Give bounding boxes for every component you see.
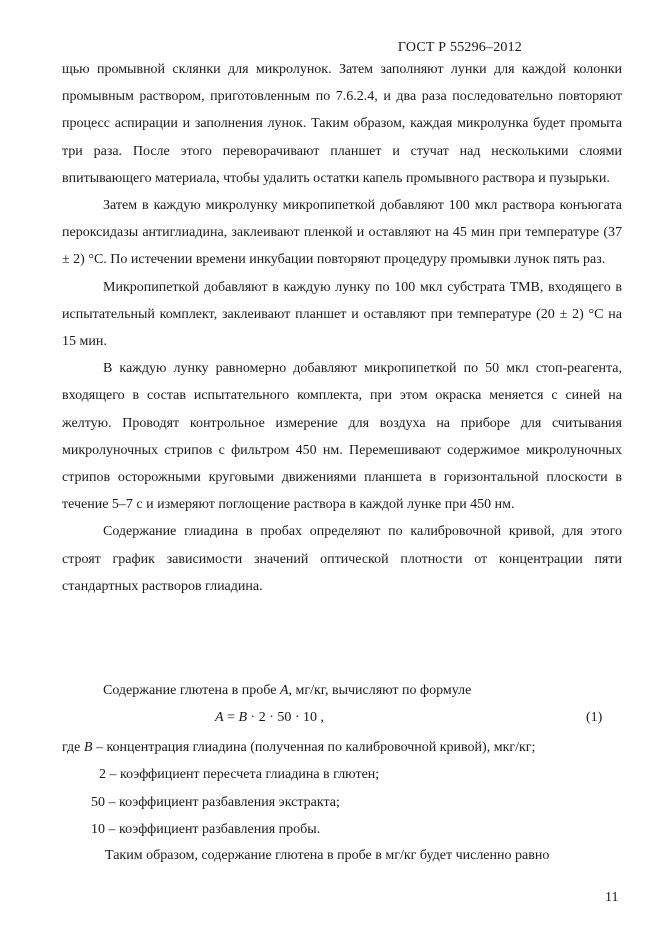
formula-lhs: A [215, 710, 224, 725]
formula-intro-symbol: A [279, 683, 289, 698]
paragraph-calibration: Содержание глиадина в пробах определяют по калибровочной кривой, для этого строят график зависимости значений оптической плотности от концентрации пяти стандартных растворов глиадина. [62, 524, 622, 594]
formula-intro-end: , мг/кг, вычисляют по формуле [288, 683, 472, 698]
formula-intro-start: Содержание глютена в пробе [103, 683, 280, 698]
paragraph-substrate: Микропипеткой добавляют в каждую лунку по 100 мкл субстрата ТМВ, входящего в испытательный комплект, заклеивают планшет и оставляют при температуре (20 ± 2) °С на 15 мин. [62, 279, 622, 350]
where-lead: где [62, 740, 84, 755]
body-text [62, 56, 622, 600]
document-header: ГОСТ Р 55296–2012 [397, 40, 522, 55]
paragraph-stop-reagent: В каждую лунку равномерно добавляют микропипеткой по 50 мкл стоп-реагента, входящего в состав испытательного комплекта, при этом окраска меняется с синей на желтую. Проводят контрольное измерение для воздуха на приборе для считывания микролуночных стрипов с фильтром 450 нм. Перемешивают содержимое микролуночных стрипов осторожными круговыми движениями планшета в горизонтальной плоскости в течение 5–7 с и измеряют поглощение раствора в каждой лунке при 450 нм. [62, 361, 622, 513]
where-symbol: B [83, 740, 93, 755]
where-item-b [62, 740, 535, 756]
where-desc: – концентрация глиадина (полученная по калибровочной кривой), мкг/кг; [92, 740, 536, 755]
formula-intro [103, 683, 471, 699]
formula-rhs: · 2 · 50 · 10 , [247, 710, 325, 725]
paragraph-conjugate: Затем в каждую микролунку микропипеткой добавляют 100 мкл раствора конъюгата пероксидазы антиглиадина, заклеивают пленкой и оставляют на 45 мин при температуре (37 ± 2) °С. По истечении времени инкубации повторяют процедуру промывки лунок пять раз. [62, 198, 622, 268]
where-item-10: 10 – коэффициент разбавления пробы. [91, 822, 321, 837]
closing-sentence: Таким образом, содержание глютена в пробе в мг/кг будет численно равно [105, 848, 550, 863]
page-number: 11 [605, 890, 619, 905]
where-item-2: 2 – коэффициент пересчета глиадина в глютен; [99, 767, 380, 782]
formula-equals: = [223, 710, 239, 725]
where-item-50: 50 – коэффициент разбавления экстракта; [91, 795, 340, 810]
paragraph-washing: щью промывной склянки для микролунок. Затем заполняют лунки для каждой колонки промывным раствором, приготовленным по 7.6.2.4, и два раза последовательно повторяют процесс аспирации и заполнения лунок. Таким образом, каждая микролунка будет промыта три раза. После этого переворачивают планшет и стучат над несколькими слоями впитывающего материала, чтобы удалить остатки капель промывного раствора и пузырьки. [62, 62, 622, 186]
equation-number: (1) [586, 710, 603, 725]
formula-var-b: B [238, 710, 248, 725]
formula [215, 710, 324, 726]
